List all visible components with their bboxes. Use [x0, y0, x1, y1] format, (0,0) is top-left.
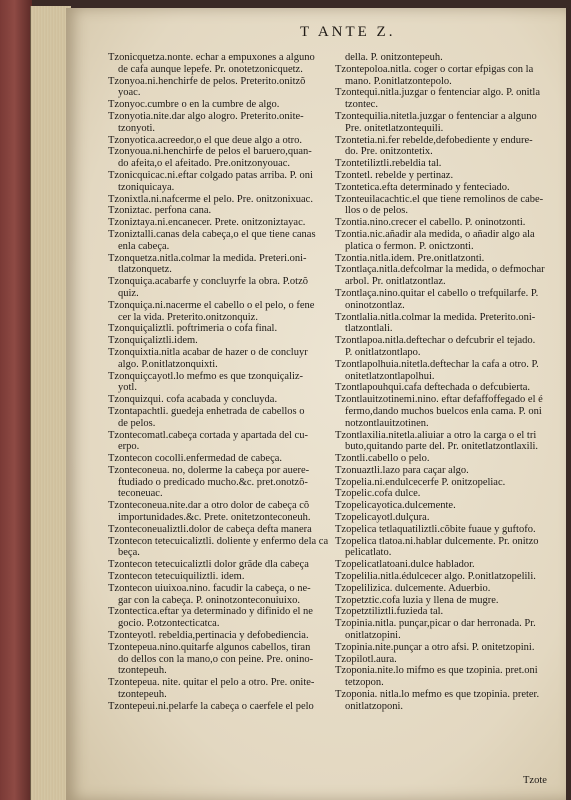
text-line: llos o de pelos. [345, 205, 408, 217]
text-line: Tzontetiliztli.rebeldia tal. [335, 158, 442, 170]
right-column [335, 52, 557, 713]
text-line: Tzonquiçaliztli. poftrimeria o cofa final. [108, 323, 278, 335]
text-line: enla cabeça. [118, 240, 170, 252]
text-line: della. P. onitzontepeuh. [345, 52, 443, 63]
text-line: Tzontetl. rebelde y pertinaz. [335, 169, 454, 181]
page-edges [30, 6, 71, 800]
text-line: Tzontequilia.nitetla.juzgar o fentenciar a alguno [335, 110, 537, 122]
text-line: gocio. P.otzontecticatca. [118, 618, 220, 630]
text-line: Tzonyoa.ni.henchirfe de pelos. Preterito.onitzõ [108, 75, 306, 87]
text-line: cer la vida. Preterito.onitzonquiz. [118, 311, 258, 323]
text-line: yoac. [118, 87, 141, 99]
text-line: Tzonyoua.ni.henchirfe de pelos el baruero,quan- [108, 146, 312, 158]
text-line: Tzonixtla.ni.nafcerme el pelo. Pre. onitzonixuac. [108, 193, 313, 205]
text-line: Tzopelic.cofa dulce. [335, 488, 421, 500]
text-line: tlatzontlali. [345, 323, 393, 335]
text-line: Tzonyotia.nite.dar algo alogro. Preterito.onite- [108, 110, 304, 122]
text-line: Tzonteconeua. no, dolerme la cabeça por auere- [108, 464, 310, 476]
text-line: Tzonyotica.acreedor,o el que deue algo a otro. [108, 134, 303, 146]
text-line: oninotzontlaz. [345, 299, 405, 311]
text-line: notzontlauitzotinen. [345, 417, 429, 429]
text-line: Tzontia.nitla.idem. Pre.onitlatzonti. [335, 252, 485, 264]
text-line: tzontec. [345, 99, 378, 111]
text-line: Tzopelilia.nitla.édulcecer algo. P.onitlatzopelili. [335, 571, 536, 583]
text-line: Tzontlaça.nino.quitar el cabello o trefquilarfe. P. [335, 287, 539, 299]
text-line: de pelos. [118, 417, 156, 429]
text-line: Tzontli.cabello o pelo. [335, 453, 430, 465]
text-line: Tzonquiçcayotl.lo mefmo es que tzonquiçaliz- [108, 370, 304, 382]
text-line: Tzontlauitzotinemi.nino. eftar defaffoffegado el é [335, 394, 543, 406]
text-line: Tzoniztalli.canas dela cabeça,o el que tiene canas [108, 228, 316, 240]
text-line: P. onitlatzontlapo. [345, 346, 421, 358]
book-cover-edge [0, 0, 32, 800]
text-line: Tzontapachtli. guedeja enhetrada de cabellos o [108, 405, 305, 417]
left-column [108, 52, 330, 713]
text-line: Tzoponia.nite.lo mifmo es que tzopinia. pret.oni [335, 665, 538, 677]
text-line: Tzopelicatlatoani.dulce hablador. [335, 559, 475, 571]
text-line: fermo,dando muchos buelcos enla cama. P. oni [345, 405, 542, 417]
text-line: Tzopelilizica. dulcemente. Aduerbio. [335, 582, 491, 594]
text-line: Tzopetztic.cofa luzia y llena de mugre. [335, 594, 499, 606]
text-line: Tzonquiça.ni.nacerme el cabello o el pelo, o fene [108, 299, 315, 311]
text-line: Tzontlaxilia.nitetla.aliuiar a otro la carga o el tri [335, 429, 537, 441]
text-line: tzoniquicaya. [118, 181, 175, 193]
text-line: platica o fermon. P. onictzonti. [345, 240, 474, 252]
text-line: Tzontepoloa.nitla. coger o cortar efpigas con la [335, 63, 534, 75]
text-line: Tzontepeua. nite. quitar el pelo a otro. Pre. onite- [108, 677, 315, 689]
text-line: algo. P.onitlatzonquixti. [118, 358, 218, 370]
text-line: Tzoniztac. perfona cana. [108, 205, 212, 217]
text-line: pelicatlato. [345, 547, 392, 559]
text-line: Tzopinia.nite.punçar a otro afsi. P. onitetzopini. [335, 641, 535, 653]
text-line: Tzontia.nino.crecer el cabello. P. oninotzonti. [335, 217, 526, 229]
text-line: Tzoniztaya.ni.encanecer. Prete. onitzoniztayac. [108, 217, 306, 229]
text-line: Tzopinia.nitla. punçar,picar o dar herronada. Pr. [335, 618, 536, 630]
text-line: buto,quitando parte del. Pr. onitetlatzontlaxili. [345, 441, 539, 453]
text-line: Tzontlapouhqui.cafa deftechada o defcubierta. [335, 382, 531, 394]
text-line: Tzontlalia.nitla.colmar la medida. Preterito.oni- [335, 311, 536, 323]
text-line: Tzontecon tetecuiquiliztli. idem. [108, 571, 245, 583]
text-line: Tzopelica tetlaquatiliztli.cõbite fuaue y guftofo. [335, 523, 536, 535]
text-line: de cafa aunque lepefe. Pr. onotetzonicquetz. [118, 63, 303, 75]
text-line: arbol. Pr. onitlatzontlaz. [345, 276, 446, 288]
text-line: onitetlatzontlapolhui. [345, 370, 435, 382]
text-line: Tzontecomatl.cabeça cortada y apartada del cu- [108, 429, 308, 441]
text-line: Tzonicquetza.nonte. echar a empuxones a alguno [108, 52, 315, 63]
text-line: Tzopelica tlatoa.ni.hablar dulcemente. Pr. onitzo [335, 535, 539, 547]
text-line: Tzontecon uiuixoa.nino. facudir la cabeça, o ne- [108, 582, 311, 594]
text-line: Tzontia.nic.añadir ala medida, o añadir algo ala [335, 228, 535, 240]
text-line: Tzonquixtia.nitla acabar de hazer o de concluyr [108, 346, 308, 358]
text-line: ftudiado o predicado mucho.&c. pret.onotzõ- [118, 476, 308, 488]
text-line: Tzonuaztli.lazo para caçar algo. [335, 464, 469, 476]
text-line: quiz. [118, 287, 139, 299]
text-line: Pre. onitetlatzontequili. [345, 122, 444, 134]
text-line: mano. P.onitlatzontepolo. [345, 75, 452, 87]
text-line: yotl. [118, 382, 137, 394]
text-line: Tzonyoc.cumbre o en la cumbre de algo. [108, 99, 280, 111]
text-line: do afeita,o el afeitado. Pre.onitzonyouac. [118, 158, 291, 170]
text-line: Tzoponia. nitla.lo mefmo es que tzopinia. preter. [335, 689, 540, 701]
catchword: Tzote [523, 775, 547, 786]
text-line: Tzonteyotl. rebeldia,pertinacia y defobediencia. [108, 630, 309, 642]
text-line: Tzonquetza.nitla.colmar la medida. Preteri.oni- [108, 252, 307, 264]
text-line: Tzopelicayotica.dulcemente. [335, 500, 456, 512]
text-line: tzontepeuh. [118, 689, 167, 701]
text-line: tlatzonquetz. [118, 264, 172, 276]
text-line: Tzonquiçaliztli.idem. [108, 335, 198, 347]
text-line: Tzontlaça.nitla.defcolmar la medida, o defmochar [335, 264, 545, 276]
text-line: tzonyoti. [118, 122, 156, 134]
text-line: tzontepeuh. [118, 665, 167, 677]
text-line: do dellos con la mano,o con peine. Pre. onino- [118, 653, 314, 665]
text-line: Tzontecon cocolli.enfermedad de cabeça. [108, 453, 283, 465]
text-line: Tzopelicayotl.dulçura. [335, 512, 430, 524]
text-line: Tzontepeua.nino.quitarfe algunos cabellos, tiran [108, 641, 311, 653]
text-line: tetzopon. [345, 677, 384, 689]
text-line: erpo. [118, 441, 140, 453]
text-line: Tzontepeui.ni.pelarfe la cabeça o caerfele el pelo [108, 700, 314, 712]
text-line: onitlatzopini. [345, 630, 401, 642]
text-line: beça. [118, 547, 140, 559]
text-line: Tzontetia.ni.fer rebelde,defobediente y endure- [335, 134, 533, 146]
text-line: Tzontlapolhuia.nitetla.deftechar la cafa a otro. P. [335, 358, 539, 370]
text-line: do. Pre. onitzontetix. [345, 146, 433, 158]
running-header: T ANTE Z. [300, 24, 396, 40]
text-line: Tzontlapoa.nitla.deftechar o defcubrir el tejado. [335, 335, 536, 347]
text-line: Tzonicquicac.ni.eftar colgado patas arriba. P. oni [108, 169, 313, 181]
text-line: Tzonteconeua.nite.dar a otro dolor de cabeça cõ [108, 500, 310, 512]
text-line: Tzontecon tetecuicaliztli. doliente y enfermo dela ca [108, 535, 329, 547]
text-line: gar con la cabeça. P. oninotzonteconuiuixo. [118, 594, 300, 606]
text-line: importunidades.&c. Prete. onitetzonteconeuh. [118, 512, 311, 524]
text-line: Tzontecon tetecuicaliztli dolor grãde dla cabeça [108, 559, 309, 571]
text-line: Tzontequi.nitla.juzgar o fentenciar algo. P. onitla [335, 87, 540, 99]
text-line: onitlatzoponi. [345, 700, 404, 712]
text-line: Tzonquiça.acabarfe y concluyrfe la obra. P.otzõ [108, 276, 308, 288]
text-line: Tzontectica.eftar ya determinado y difinido el ne [108, 606, 313, 618]
text-line: Tzopilotl.aura. [335, 653, 397, 665]
text-line: Tzontetica.efta determinado y fenteciado. [335, 181, 510, 193]
text-line: teconeuac. [118, 488, 163, 500]
text-line: Tzonteconeualiztli.dolor de cabeça defta manera [108, 523, 312, 535]
text-line: Tzonquizqui. cofa acabada y concluyda. [108, 394, 278, 406]
text-line: Tzopelia.ni.endulcecerfe P. onitzopeliac. [335, 476, 506, 488]
text-line: Tzonteuilacachtic.el que tiene remolinos de cabe- [335, 193, 544, 205]
text-line: Tzopetztiliztli.fuzieda tal. [335, 606, 444, 618]
